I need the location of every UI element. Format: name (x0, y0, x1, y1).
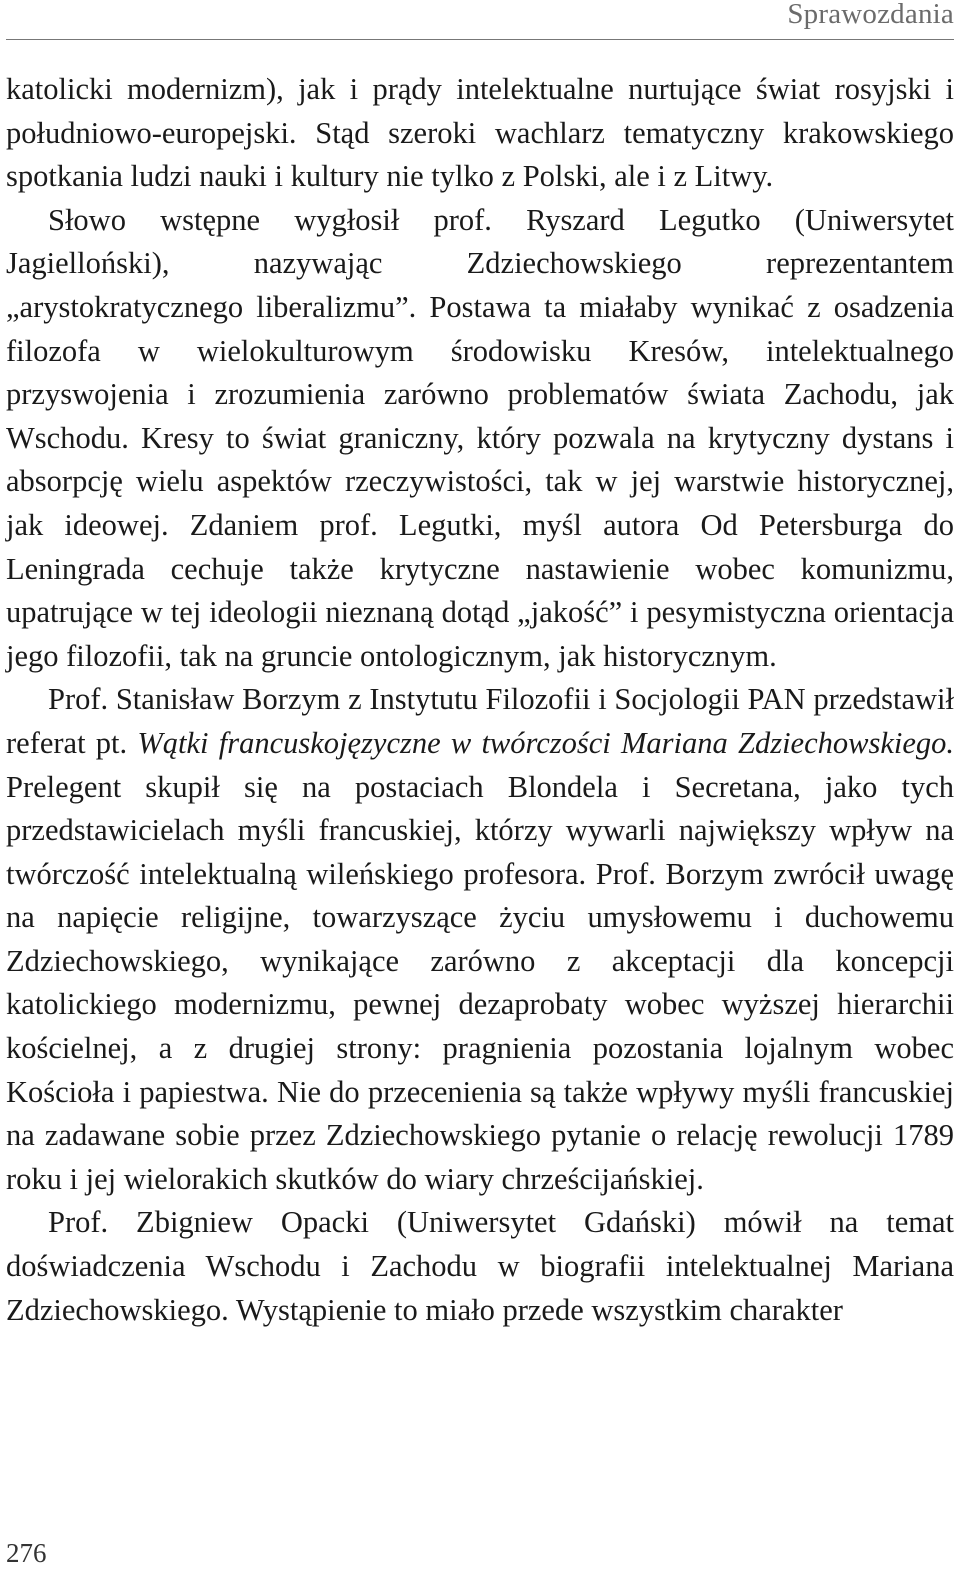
paragraph-1 (6, 68, 954, 199)
header-rule (6, 39, 954, 40)
paragraph-2 (6, 199, 954, 679)
paragraph-2-text-a: Słowo wstępne wygłosił prof. Ryszard Legutko (Uniwersytet Jagielloński), nazywając Zdziechowskiego reprezentantem „arystokratycznego liberalizmu”. Postawa ta miałaby wynikać z osadzenia filozofa w wielokulturowym środowisku Kresów, intelektualnego przyswojenia i zrozumienia zarówno problematów świata Zachodu, jak Wschodu. Kresy to świat graniczny, który pozwala na krytyczny dystans i absorpcję wielu aspektów rzeczywistości, tak w jej warstwie historycznej, jak ideowej. Zdaniem prof. Legutki, myśl autora (6, 202, 954, 542)
paragraph-3-text-a: Prof. Stanisław Borzym z Instytutu Filozofii i Socjologii PAN przedstawił referat pt. (6, 682, 954, 760)
paragraph-3 (6, 678, 954, 1201)
running-head: Sprawozdania (787, 0, 954, 30)
book-title-od-petersburga: Od Petersburga do Leningrada (6, 507, 954, 586)
paragraph-2-text-b: cechuje także krytyczne nastawienie wobec komunizmu, upatrujące w tej ideologii nieznaną dotąd „jakość” i pesymistyczna orientacja jego filozofii, tak na gruncie ontologicznym, jak historycznym. (6, 551, 954, 673)
paragraph-4 (6, 1201, 954, 1332)
paragraph-4-text: Prof. Zbigniew Opacki (Uniwersytet Gdański) mówił na temat doświadczenia Wschodu i Zachodu w biografii intelektualnej Mariana Zdziechowskiego. Wystąpienie to miało przede wszystkim charakter (6, 1205, 954, 1327)
lecture-title-italic: Wątki francuskojęzyczne w twórczości Mariana Zdziechowskiego. (137, 725, 955, 760)
page-number: 276 (6, 1538, 47, 1568)
body-text (6, 68, 954, 1332)
paragraph-1-text: katolicki modernizm), jak i prądy intelektualne nurtujące świat rosyjski i południowo-europejski. Stąd szeroki wachlarz tematyczny krakowskiego spotkania ludzi nauki i kultury nie tylko z Polski, ale i z Litwy. (6, 72, 954, 194)
paragraph-3-text-b: Prelegent skupił się na postaciach Blondela i Secretana, jako tych przedstawicielach myśli francuskiej, którzy wywarli największy wpływ na twórczość intelektualną wileńskiego profesora. Prof. Borzym zwrócił uwagę na napięcie religijne, towarzyszące życiu umysłowemu i duchowemu Zdziechowskiego, wynikające zarówno z akceptacji dla koncepcji katolickiego modernizmu, pewnej dezaprobaty wobec wyższej hierarchii kościelnej, a z drugiej strony: pragnienia pozostania lojalnym wobec Kościoła i papiestwa. Nie do przecenienia są także wpływy myśli francuskiej na zadawane sobie przez Zdziechowskiego pytanie o relację rewolucji 1789 roku i jej wielorakich skutków do wiary chrześcijańskiej. (6, 769, 954, 1196)
